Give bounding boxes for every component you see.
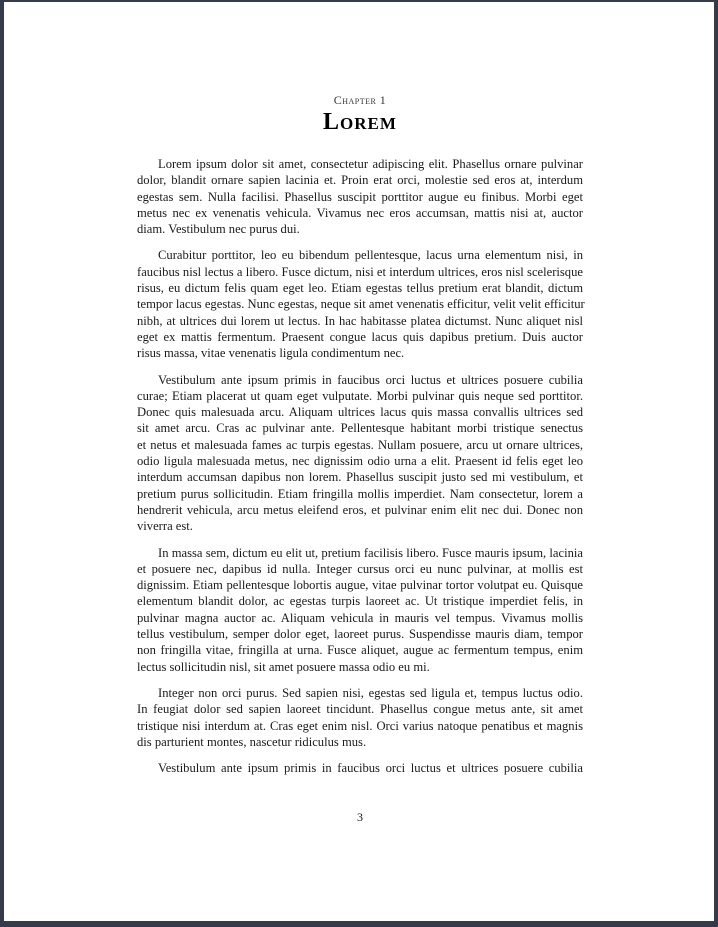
text-line: nibh, at ultrices dui lorem ut lectus. In hac habitasse platea dictumst. Nunc aliquet nisl bbox=[137, 313, 583, 328]
text-line: risus massa, vitae venenatis ligula condimentum nec. bbox=[137, 346, 405, 361]
text-line: In feugiat dolor sed sapien laoreet tincidunt. Phasellus congue metus ante, sit amet bbox=[137, 702, 583, 717]
text-line: sit amet arcu. Cras ac pulvinar ante. Pellentesque habitant morbi tristique senectus bbox=[137, 421, 583, 436]
text-line: interdum accumsan dapibus non lorem. Phasellus suscipit justo sed mi vestibulum, et bbox=[137, 470, 583, 485]
text-line: odio ligula malesuada metus, nec dignissim odio urna a elit. Praesent id felis eget leo bbox=[137, 454, 583, 469]
text-line: Integer non orci purus. Sed sapien nisi, egestas sed ligula et, tempus luctus odio. bbox=[158, 685, 583, 700]
text-line: risus, eu dictum felis quam eget leo. Etiam egestas tellus pretium erat blandit, dictum bbox=[137, 281, 583, 296]
text-line: tristique nisi interdum at. Cras eget enim nisl. Orci varius natoque penatibus et magnis bbox=[137, 718, 583, 733]
text-line: dolor, blandit ornare sapien lacinia et. Proin erat orci, molestie sed eros at, interdum bbox=[137, 173, 583, 188]
text-line: Vestibulum ante ipsum primis in faucibus orci luctus et ultrices posuere cubilia bbox=[158, 761, 583, 776]
paragraph bbox=[137, 760, 583, 776]
text-line: viverra est. bbox=[137, 519, 193, 534]
text-line: dis parturient montes, nascetur ridiculus mus. bbox=[137, 734, 367, 749]
text-line: et posuere nec, dapibus id nulla. Integer cursus orci eu nunc pulvinar, at mollis est bbox=[137, 561, 583, 576]
text-line: elementum blandit dolor, ac egestas turpis laoreet ac. Ut tristique imperdiet felis, in bbox=[137, 594, 583, 609]
text-line: hendrerit vehicula, arcu metus eleifend eros, et pulvinar enim elit nec dui. Donec non bbox=[137, 502, 583, 517]
chapter-body bbox=[137, 156, 583, 786]
chapter-label: Chapter 1 bbox=[333, 93, 387, 107]
text-line: Vestibulum ante ipsum primis in faucibus orci luctus et ultrices posuere cubilia bbox=[158, 372, 583, 387]
text-line: Donec quis malesuada arcu. Aliquam ultrices lacus quis massa convallis ultrices sed bbox=[137, 405, 583, 420]
document-page bbox=[4, 2, 714, 921]
text-line: faucibus nisl lectus a libero. Fusce dictum, nisi et interdum ultrices, eros nisl scelerisque bbox=[137, 264, 583, 279]
text-line: tellus vestibulum, semper dolor eget, laoreet purus. Suspendisse mauris diam, tempor bbox=[137, 627, 583, 642]
text-line: et netus et malesuada fames ac turpis egestas. Nullam posuere, arcu ut ornare ultrices, bbox=[137, 437, 583, 452]
paragraph bbox=[137, 156, 583, 237]
text-line: Curabitur porttitor, leo eu bibendum pellentesque, lacus urna elementum nisi, in bbox=[158, 248, 583, 263]
paragraph bbox=[137, 247, 583, 361]
text-line: lectus sollicitudin nisl, sit amet posuere massa odio eu mi. bbox=[137, 659, 430, 674]
text-line: curae; Etiam placerat ut quam eget vulputate. Morbi pulvinar quis neque sed porttitor. bbox=[137, 388, 583, 403]
paragraph bbox=[137, 685, 583, 750]
text-line: metus nec ex venenatis vehicula. Vivamus nec eros accumsan, mattis nisi at, auctor bbox=[137, 205, 583, 220]
text-line: dignissim. Etiam pellentesque lobortis augue, vitae pulvinar tortor volutpat eu. Quisque bbox=[137, 578, 583, 593]
text-line: Lorem ipsum dolor sit amet, consectetur adipiscing elit. Phasellus ornare pulvinar bbox=[158, 157, 583, 171]
text-line: pulvinar magna auctor ac. Aliquam vehicula in mauris vel tempus. Vivamus mollis bbox=[137, 610, 583, 625]
text-line: egestas sem. Nulla facilisi. Phasellus suscipit porttitor augue eu finibus. Morbi eget bbox=[137, 189, 583, 204]
text-line: non fringilla vitae, fringilla at urna. Fusce aliquet, augue ac fermentum tempus, enim bbox=[137, 643, 583, 658]
text-line: tempor lacus egestas. Nunc egestas, neque sit amet venenatis efficitur, velit velit efficitur bbox=[137, 297, 585, 312]
paragraph bbox=[137, 545, 583, 675]
text-line: In massa sem, dictum eu elit ut, pretium facilisis libero. Fusce mauris ipsum, lacinia bbox=[158, 545, 583, 560]
text-line: diam. Vestibulum nec purus dui. bbox=[137, 222, 300, 237]
text-line: eget ex mattis fermentum. Praesent congue lacus quis dapibus pretium. Duis auctor bbox=[137, 329, 583, 344]
paragraph bbox=[137, 372, 583, 535]
chapter-title: Lorem bbox=[323, 109, 397, 135]
page-number: 3 bbox=[357, 810, 363, 824]
text-line: pretium purus sollicitudin. Etiam fringilla mollis imperdiet. Nam consectetur, lorem a bbox=[137, 486, 583, 501]
